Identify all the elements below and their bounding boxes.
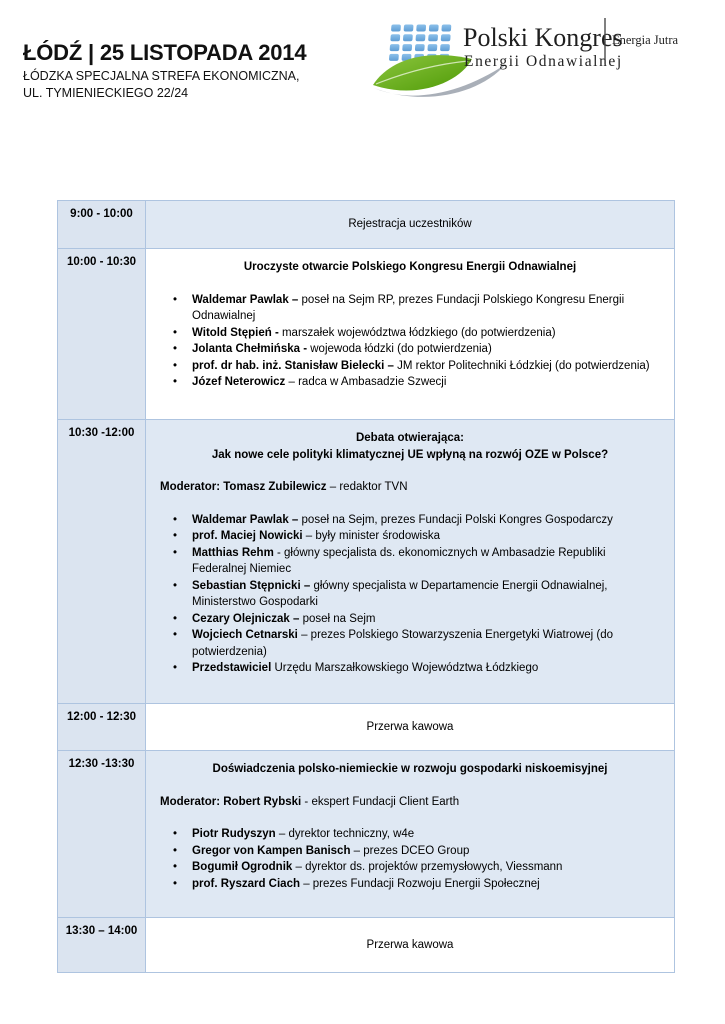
speaker-role: JM rektor Politechniki Łódzkiej (do potwierdzenia) [393,359,650,372]
logo-name-line2: Energii Odnawialnej [464,53,623,70]
agenda-row [58,751,674,918]
agenda-table [57,200,675,973]
speaker-name: Waldemar Pawlak – [192,513,299,526]
moderator-name: Moderator: Robert Rybski [160,795,302,808]
speaker-role: - główny specjalista ds. ekonomicznych w Ambasadzie Republiki Federalnej Niemiec [192,546,606,575]
event-venue: ŁÓDZKA SPECJALNA STREFA EKONOMICZNA, [23,69,300,83]
speaker-item [158,545,662,578]
congress-logo [366,6,711,114]
moderator-line [160,479,662,496]
session-label: Rejestracja uczestników [348,218,472,231]
agenda-row [58,201,674,249]
speaker-item [158,826,662,843]
logo-tagline: Energia Jutra [612,33,679,47]
speaker-item [158,512,662,529]
speaker-role: Urzędu Marszałkowskiego Województwa Łódzkiego [271,662,539,674]
agenda-row [58,249,674,420]
time-slot: 10:00 - 10:30 [58,249,146,419]
moderator-line [160,794,662,811]
speaker-list [158,292,662,391]
logo-name-line1: Polski Kongres [463,23,623,52]
agenda-row [58,420,674,704]
speaker-name: Sebastian Stępnicki – [192,579,311,592]
speaker-item [158,325,662,342]
session-cell [146,201,674,248]
speaker-item [158,859,662,876]
speaker-item [158,341,662,358]
session-cell [146,751,674,917]
speaker-role: – dyrektor ds. projektów przemysłowych, Viessmann [292,861,563,873]
speaker-item [158,358,662,375]
speaker-name: Bogumił Ogrodnik [192,861,293,873]
session-cell [146,704,674,750]
time-slot: 12:00 - 12:30 [58,704,146,750]
speaker-name: Matthias Rehm [192,546,274,559]
speaker-item [158,843,662,860]
speaker-role: poseł na Sejm [299,612,376,625]
speaker-role: – prezes Fundacji Rozwoju Energii Społecznej [300,877,540,890]
speaker-item [158,528,662,545]
leaf-icon [373,55,472,90]
speaker-name: Jolanta Chełmińska - [192,343,308,355]
speaker-role: poseł na Sejm, prezes Fundacji Polski Kongres Gospodarczy [298,513,613,526]
speaker-role: – prezes DCEO Group [350,844,470,857]
speaker-item [158,578,662,611]
session-title [158,259,662,276]
speaker-name: Waldemar Pawlak – [192,293,299,306]
speaker-item [158,660,662,677]
time-slot: 9:00 - 10:00 [58,201,146,248]
speaker-role: wojewoda łódzki (do potwierdzenia) [307,343,492,355]
speaker-item [158,627,662,660]
event-address: UL. TYMIENIECKIEGO 22/24 [23,86,189,100]
session-title-line: Debata otwierająca: [355,432,464,444]
agenda-row [58,918,674,972]
time-slot: 10:30 -12:00 [58,420,146,703]
event-header [23,40,306,100]
speaker-role: – radca w Ambasadzie Szwecji [285,376,447,388]
speaker-item [158,292,662,325]
event-date-title: ŁÓDŹ | 25 LISTOPADA 2014 [23,40,307,65]
speaker-name: Przedstawiciel [192,662,272,674]
moderator-role: - ekspert Fundacji Client Earth [301,795,460,808]
session-title-line: Jak nowe cele polityki klimatycznej UE wpłyną na rozwój OZE w Polsce? [211,448,609,461]
speaker-name: prof. dr hab. inż. Stanisław Bielecki – [192,359,394,372]
speaker-item [158,374,662,391]
speaker-list [158,512,662,677]
speaker-name: prof. Ryszard Ciach [192,877,300,890]
speaker-item [158,611,662,628]
speaker-item [158,876,662,893]
speaker-role: główny specjalista w Departamencie Energii Odnawialnej, Ministerstwo Gospodarki [192,579,608,608]
moderator-name: Moderator: Tomasz Zubilewicz [160,481,327,493]
session-cell [146,420,674,703]
speaker-role: – prezes Polskiego Stowarzyszenia Energetyki Wiatrowej (do potwierdzenia) [192,629,614,658]
time-slot: 13:30 – 14:00 [58,918,146,972]
time-slot: 12:30 -13:30 [58,751,146,917]
speaker-role: poseł na Sejm RP, prezes Fundacji Polskiego Kongresu Energii Odnawialnej [192,293,625,322]
speaker-name: prof. Maciej Nowicki [192,530,303,542]
speaker-name: Witold Stępień - [192,326,279,339]
session-label: Przerwa kawowa [366,720,454,733]
session-title [158,430,662,463]
speaker-name: Józef Neterowicz [192,376,286,388]
session-title [158,761,662,778]
speaker-name: Wojciech Cetnarski [192,629,298,641]
session-title-line: Uroczyste otwarcie Polskiego Kongresu Energii Odnawialnej [243,261,577,273]
moderator-role: – redaktor TVN [326,481,408,493]
session-cell [146,249,674,419]
speaker-role: marszałek województwa łódzkiego (do potwierdzenia) [278,326,556,339]
speaker-name: Cezary Olejniczak – [192,612,300,625]
session-label: Przerwa kawowa [366,938,454,951]
speaker-role: – były minister środowiska [302,530,440,542]
speaker-name: Gregor von Kampen Banisch [192,844,351,857]
session-cell [146,918,674,972]
speaker-role: – dyrektor techniczny, w4e [275,828,415,840]
speaker-name: Piotr Rudyszyn [192,828,276,840]
session-title-line: Doświadczenia polsko-niemieckie w rozwoju gospodarki niskoemisyjnej [212,763,608,775]
speaker-list [158,826,662,892]
agenda-row [58,704,674,751]
